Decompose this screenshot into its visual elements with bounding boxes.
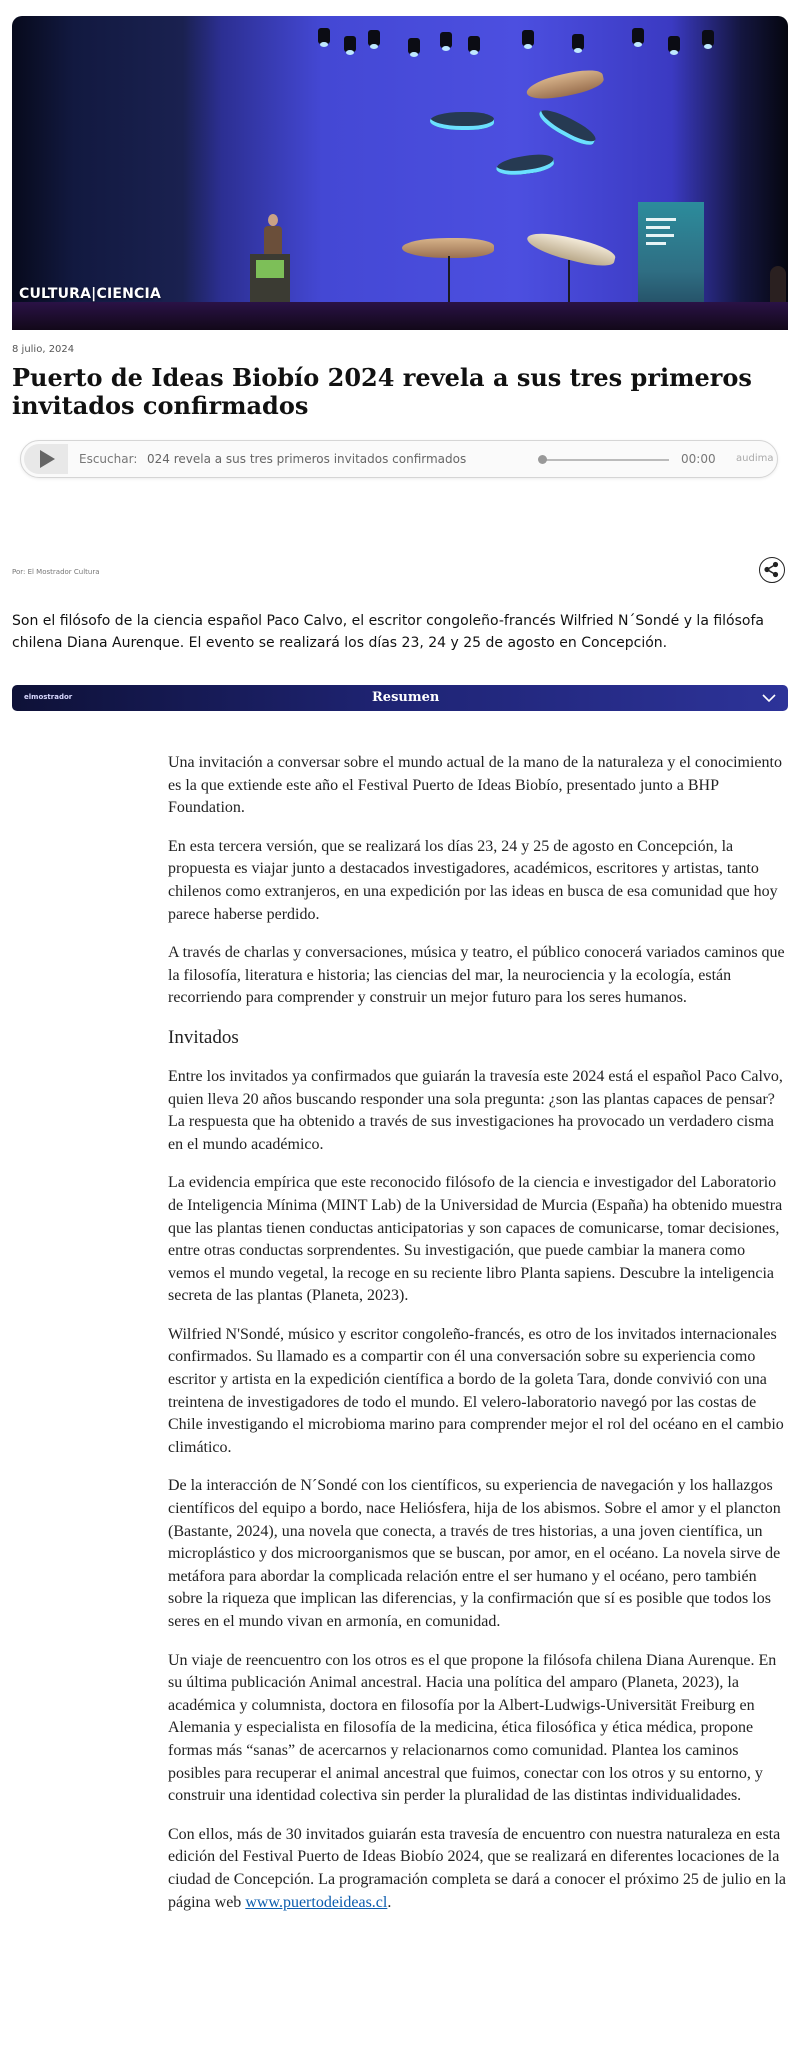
body-paragraph: La evidencia empírica que este reconocido filósofo de la ciencia e investigador del Laboratorio de Inteligencia Mínima (MINT Lab) de la Universidad de Murcia (España) ha obtenido muestra que las plantas tienen conductas anticipatorias y son capaces de comunicarse, tomar decisiones, entre otras conductas sorprendentes. Su investigación, que puede cambiar la manera como vemos el mundo vegetal, la recoge en su reciente libro Planta sapiens. Descubre la inteligencia secreta de las plantas (Planeta, 2023). (168, 1174, 783, 1305)
stage-light (668, 36, 680, 52)
stage-light (468, 36, 480, 52)
fish-sculpture (525, 227, 618, 270)
body-paragraph: Entre los invitados ya confirmados que guiarán la travesía este 2024 está el español Paco Calvo, quien lleva 20 años buscando responder una sola pregunta: ¿son las plantas capaces de pensar? La respuesta que ha obtenido a través de sus investigaciones ha provocado un verdadero cisma en el mundo académico. (168, 1067, 783, 1153)
listen-label: Escuchar: (79, 452, 138, 466)
fish-sculpture (495, 152, 555, 178)
article-lead: Son el filósofo de la ciencia español Paco Calvo, el escritor congoleño-francés Wilfried N´Sondé y la filósofa chilena Diana Aurenque. El evento se realizará los días 23, 24 y 25 de agosto en Concepción. (12, 613, 764, 651)
stage-light (318, 28, 330, 44)
fish-sculpture (535, 104, 598, 149)
article-title: Puerto de Ideas Biobío 2024 revela a sus tres primeros invitados confirmados (12, 363, 752, 420)
fish-sculpture (525, 66, 606, 104)
chevron-down-icon (762, 693, 776, 703)
audio-time: 00:00 (681, 452, 716, 466)
paragraph-text: Con ellos, más de 30 invitados guiarán esta travesía de encuentro con nuestra naturaleza en esta edición del Festival Puerto de Ideas Biobío 2024, que se realizará en diferentes locaciones de la ciudad de Concepción. La programación completa se dará a conocer el próximo 25 de julio en la página web (168, 1825, 786, 1911)
brand-logo: elmostrador (24, 693, 73, 701)
stage-light (368, 30, 380, 46)
paragraph-end: . (387, 1893, 392, 1911)
body-paragraph (168, 1824, 788, 1914)
body-paragraph: En esta tercera versión, que se realizará los días 23, 24 y 25 de agosto en Concepción, la propuesta es viajar junto a destacados investigadores, académicos, escritores y artistas, tanto chilenos como extranjeros, en una expedición por las ideas en busca de esa comunidad que hoy parece haberse perdido. (168, 837, 778, 923)
stage-light (572, 34, 584, 50)
stage-light (408, 38, 420, 54)
share-button[interactable] (759, 557, 785, 583)
summary-toggle[interactable] (12, 685, 788, 711)
article-body (168, 752, 788, 1930)
audio-progress-handle[interactable] (538, 455, 547, 464)
hero-image (12, 16, 788, 330)
body-paragraph: De la interacción de N´Sondé con los científicos, su experiencia de navegación y los hallazgos científicos del equipo a bordo, nace Heliósfera, hija de los abismos. Sobre el amor y el plancton (Bastante, 2024), una novela que conecta, a través de tres historias, a una joven científica, un microplástico y dos microorganismos que se buscan, por amor, en el océano. La novela sirve de metáfora para abordar la complicada relación entre el ser humano y el océano, pero también sobre la riqueza que implican las diferencias, y la confirmación que sí es posible que todos los seres en el mundo vivan en armonía, en comunidad. (168, 1477, 781, 1630)
stage-light (632, 28, 644, 44)
fish-sculpture (402, 238, 494, 258)
stage-light (344, 36, 356, 52)
fish-sculpture (430, 112, 494, 130)
body-paragraph: Un viaje de reencuentro con los otros es el que propone la filósofa chilena Diana Aurenque. En su última publicación Animal ancestral. Hacia una política del amparo (Planeta, 2023), la académica y columnista, doctora en filosofía por la Albert-Ludwigs-Universität Freiburg en Alemania y especialista en filosofía de la medicina, ética filosófica y ética médica, propone formas más “sanas” de acercarnos y relacionarnos como comunidad. Plantea los caminos posibles para recuperar el animal ancestral que fuimos, conectar con los otros y su entorno, y construir una identidad colectiva sin perder la pluralidad de las distintas individualidades. (168, 1651, 777, 1805)
website-link[interactable]: www.puertodeideas.cl (245, 1893, 388, 1911)
author-byline[interactable]: Por: El Mostrador Cultura (12, 568, 100, 576)
play-button[interactable] (24, 444, 68, 474)
audio-track-title: 024 revela a sus tres primeros invitados confirmados (147, 452, 467, 466)
stage-floor (12, 302, 788, 330)
body-paragraph: A través de charlas y conversaciones, música y teatro, el público conocerá variados caminos que la filosofía, literatura e historia; las ciencias del mar, la neurociencia y la ecología, están recorriendo para comprender y construir un mejor futuro para los seres humanos. (168, 944, 785, 1007)
audio-player (20, 440, 778, 478)
share-icon (760, 558, 783, 581)
section-heading: Invitados (168, 1026, 239, 1048)
publish-date: 8 julio, 2024 (12, 344, 75, 355)
stage-light (522, 30, 534, 46)
body-paragraph: Wilfried N'Sondé, músico y escritor congoleño-francés, es otro de los invitados internacionales confirmados. Su llamado es a compartir con él una conversación sobre su experiencia como escritor y artista en la expedición científica a bordo de la goleta Tara, donde convivió con una treintena de investigadores de todo el mundo. El velero-laboratorio navegó por las costas de Chile investigando el microbioma marino para comprender mejor el rol del océano en el cambio climático. (168, 1325, 784, 1456)
audio-brand-logo[interactable]: audima (736, 453, 774, 464)
summary-label: Resumen (372, 690, 440, 705)
category-tag[interactable]: CULTURA|CIENCIA (19, 286, 161, 302)
body-paragraph: Una invitación a conversar sobre el mundo actual de la mano de la naturaleza y el conocimiento es la que extiende este año el Festival Puerto de Ideas Biobío, presentado junto a BHP Foundation. (168, 754, 782, 817)
stage-light (702, 30, 714, 46)
stage-light (440, 32, 452, 48)
audio-progress-track[interactable] (541, 459, 669, 461)
